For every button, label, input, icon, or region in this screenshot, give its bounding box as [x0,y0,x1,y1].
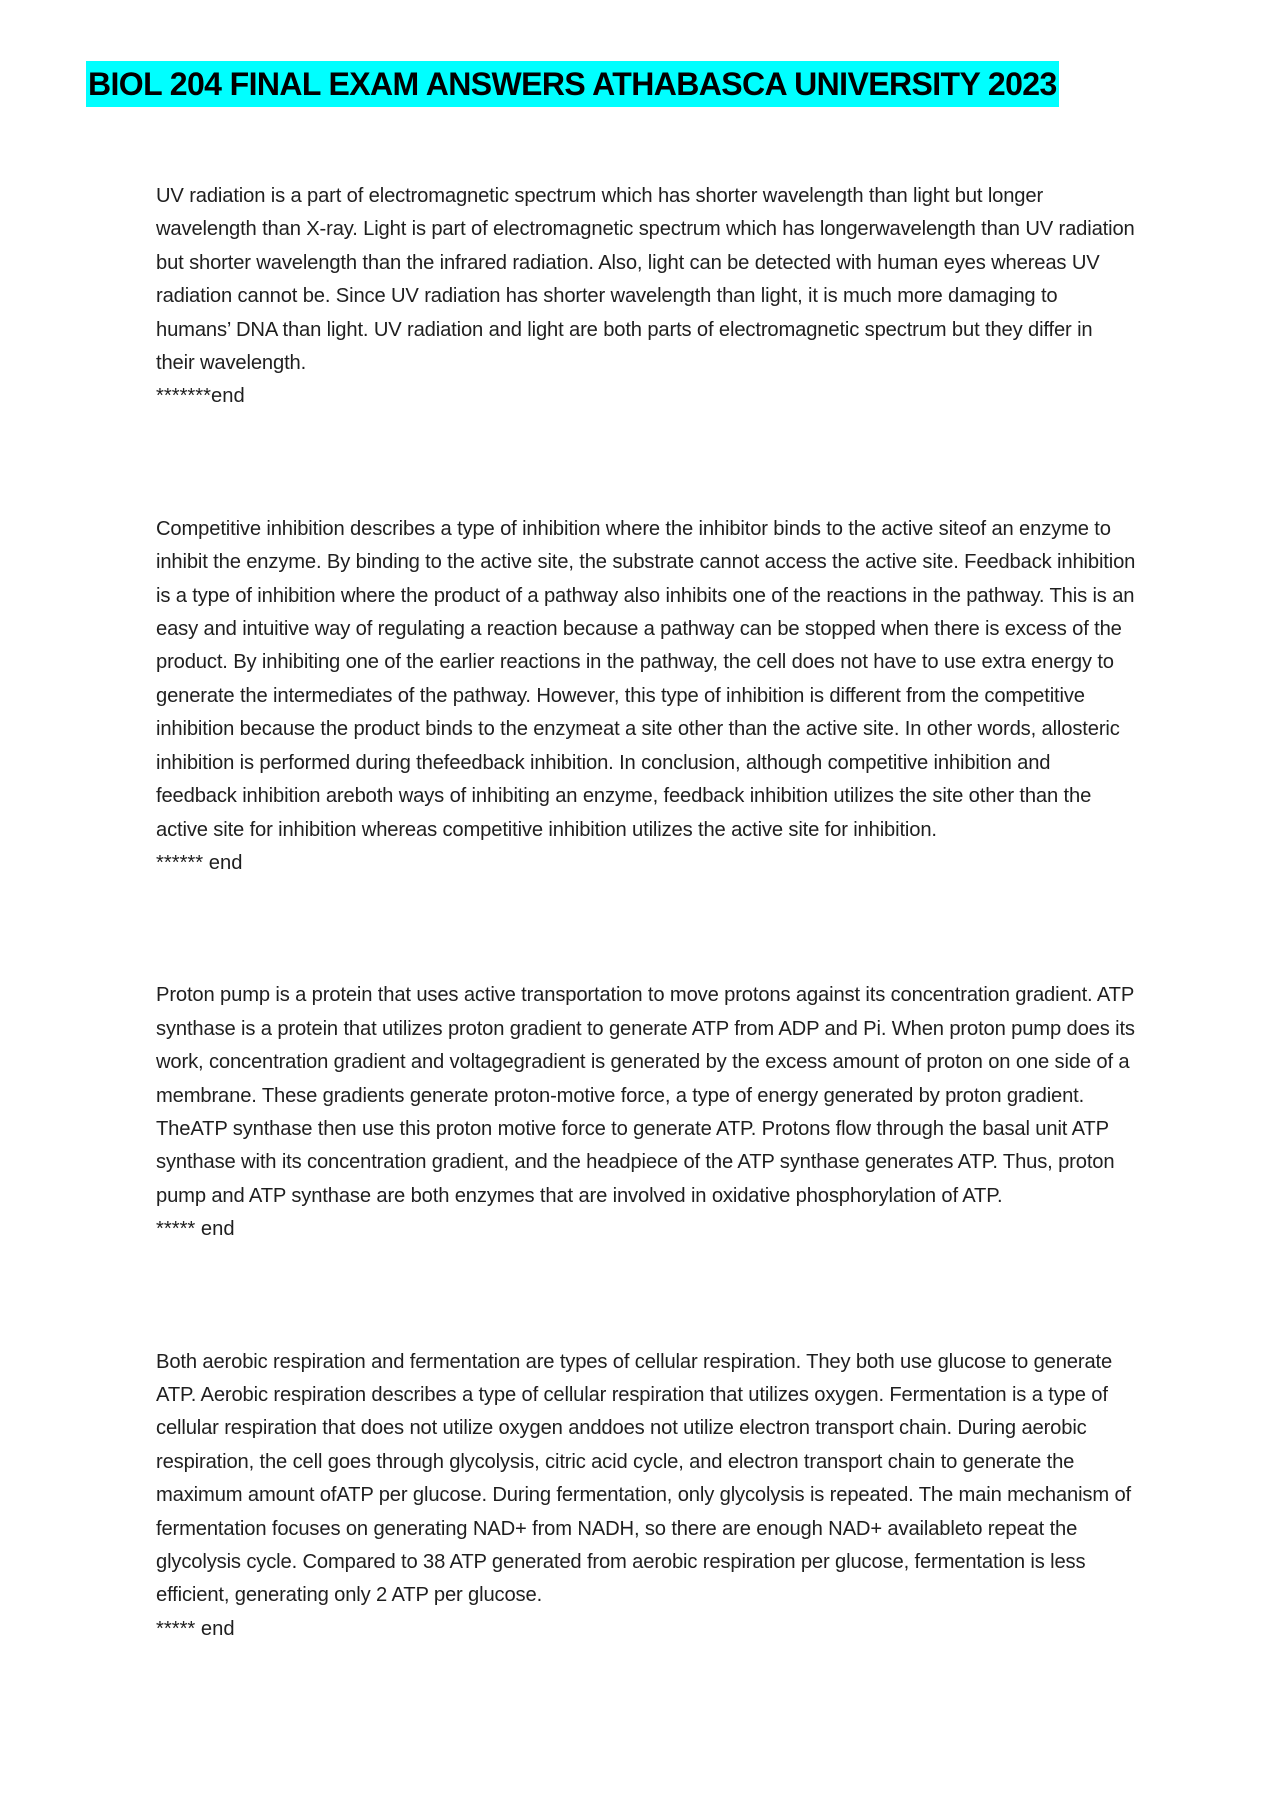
end-marker: ***** end [156,1617,235,1640]
answer-text: Competitive inhibition describes a type of inhibition where the inhibitor binds to the active siteof an enzyme to inhibit the enzyme. By binding to the active site, the substrate cannot access the active site. Feedback inhibition is a type of inhibition where the product of a pathway also inhibits one of the reactions in the pathway. This is an easy and intuitive way of regulating a reaction because a pathway can be stopped when there is excess of the product. By inhibiting one of the earlier reactions in the pathway, the cell does not have to use extra energy to generate the intermediates of the pathway. However, this type of inhibition is different from the competitive inhibition because the product binds to the enzymeat a site other than the active site. In other words, allosteric inhibition is performed during thefeedback inhibition. In conclusion, although competitive inhibition and feedback inhibition areboth ways of inhibiting an enzyme, feedback inhibition utilizes the site other than the active site for inhibition whereas competitive inhibition utilizes the active site for inhibition. [156,517,1136,841]
answer-uv-radiation [156,180,1136,414]
answer-text: UV radiation is a part of electromagnetic spectrum which has shorter wavelength than light but longer wavelength than X-ray. Light is part of electromagnetic spectrum which has longerwavelength than UV radiation but shorter wavelength than the infrared radiation. Also, light can be detected with human eyes whereas UV radiation cannot be. Since UV radiation has shorter wavelength than light, it is much more damaging to humans’ DNA than light. UV radiation and light are both parts of electromagnetic spectrum but they differ in their wavelength. [156,185,1135,375]
spacer [156,414,1136,513]
answer-proton-pump [156,979,1136,1246]
answers-container [156,180,1136,1646]
answer-text: Proton pump is a protein that uses active transportation to move protons against its concentration gradient. ATP synthase is a protein that utilizes proton gradient to generate ATP from ADP and Pi. When proton pump does its work, concentration gradient and voltagegradient is generated by the excess amount of proton on one side of a membrane. These gradients generate proton-motive force, a type of energy generated by proton gradient. TheATP synthase then use this proton motive force to generate ATP. Protons flow through the basal unit ATP synthase with its concentration gradient, and the headpiece of the ATP synthase generates ATP. Thus, proton pump and ATP synthase are both enzymes that are involved in oxidative phosphorylation of ATP. [156,984,1135,1207]
spacer [156,1247,1136,1346]
end-marker: ****** end [156,851,243,874]
document-title: BIOL 204 FINAL EXAM ANSWERS ATHABASCA UNIVERSITY 2023 [86,61,1059,107]
spacer [156,880,1136,979]
end-marker: ***** end [156,1218,235,1241]
end-marker: *******end [156,385,245,408]
answer-text: Both aerobic respiration and fermentation are types of cellular respiration. They both use glucose to generate ATP. Aerobic respiration describes a type of cellular respiration that utilizes oxygen. Fermentation is a type of cellular respiration that does not utilize oxygen anddoes not utilize electron transport chain. During aerobic respiration, the cell goes through glycolysis, citric acid cycle, and electron transport chain to generate the maximum amount ofATP per glucose. During fermentation, only glycolysis is repeated. The main mechanism of fermentation focuses on generating NAD+ from NADH, so there are enough NAD+ availableto repeat the glycolysis cycle. Compared to 38 ATP generated from aerobic respiration per glucose, fermentation is less efficient, generating only 2 ATP per glucose. [156,1350,1132,1607]
answer-inhibition [156,513,1136,880]
answer-respiration [156,1346,1136,1647]
